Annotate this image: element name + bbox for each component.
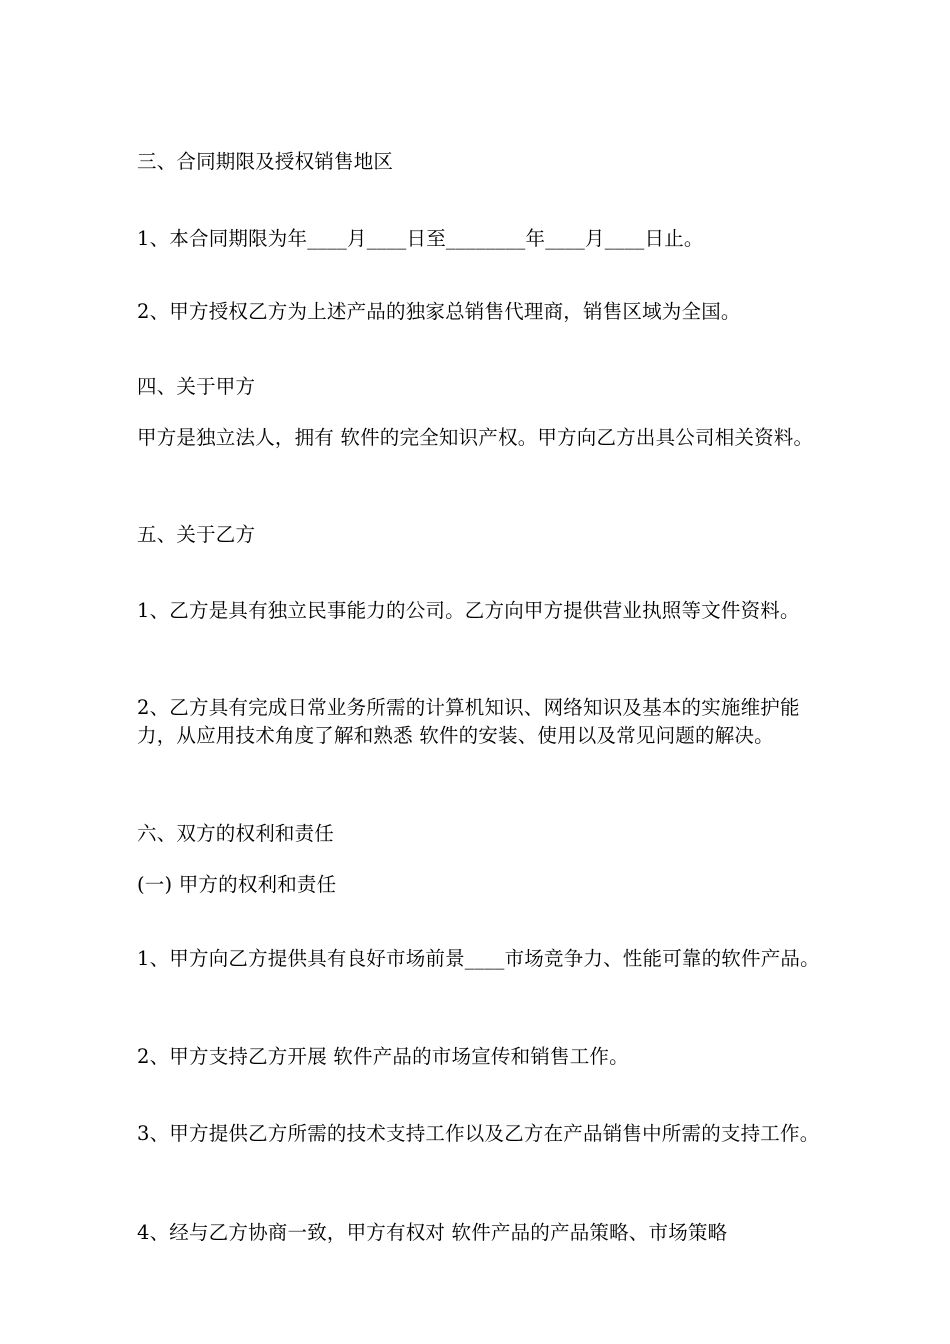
subsection-heading-party-a-rights: (一) 甲方的权利和责任 [137,873,337,896]
section-heading-rights-responsibilities: 六、双方的权利和责任 [137,822,335,845]
section-heading-contract-term: 三、合同期限及授权销售地区 [137,150,394,173]
paragraph-contract-period: 1、本合同期限为年____月____日至________年____月____日止。 [137,227,704,250]
paragraph-party-a-item-4: 4、经与乙方协商一致，甲方有权对 软件产品的产品策略、市场策略 [137,1221,728,1244]
paragraph-party-a-item-1: 1、甲方向乙方提供具有良好市场前景____市场竞争力、性能可靠的软件产品。 [137,947,820,970]
section-heading-party-a: 四、关于甲方 [137,375,256,398]
section-heading-party-b: 五、关于乙方 [137,523,256,546]
paragraph-party-a-item-2: 2、甲方支持乙方开展 软件产品的市场宣传和销售工作。 [137,1045,629,1068]
paragraph-party-b-company: 1、乙方是具有独立民事能力的公司。乙方向甲方提供营业执照等文件资料。 [137,599,800,622]
paragraph-exclusive-agent: 2、甲方授权乙方为上述产品的独家总销售代理商，销售区域为全国。 [137,300,741,323]
paragraph-party-b-capability: 2、乙方具有完成日常业务所需的计算机知识、网络知识及基本的实施维护能力，从应用技术角度了解和熟悉 软件的安装、使用以及常见问题的解决。 [137,696,800,747]
paragraph-party-a-description: 甲方是独立法人，拥有 软件的完全知识产权。甲方向乙方出具公司相关资料。 [137,426,814,449]
paragraph-party-a-item-3: 3、甲方提供乙方所需的技术支持工作以及乙方在产品销售中所需的支持工作。 [137,1122,820,1145]
